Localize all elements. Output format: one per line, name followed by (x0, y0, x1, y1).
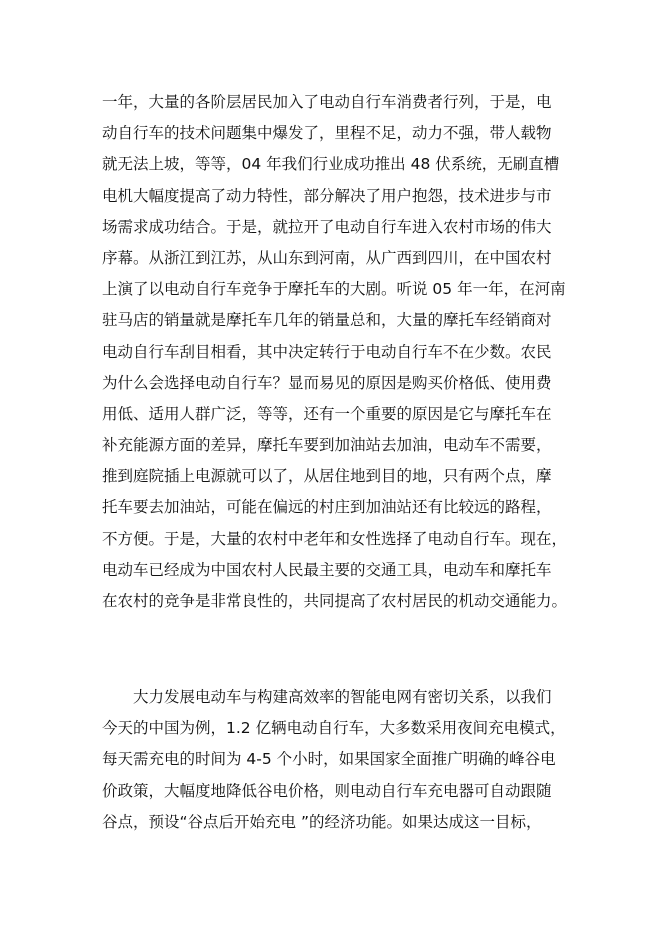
text-line: 序幕。从浙江到江苏，从山东到河南，从广西到四川，在中国农村 (102, 248, 552, 267)
paragraph-1 (102, 87, 568, 617)
text-line: 用低、适用人群广泛，等等，还有一个重要的原因是它与摩托车在 (102, 404, 552, 423)
text-line: 动自行车的技术问题集中爆发了，里程不足，动力不强，带人载物 (102, 124, 552, 143)
text-line: 推到庭院插上电源就可以了，从居住地到目的地，只有两个点，摩 (102, 467, 552, 486)
text-line: 今天的中国为例，1.2 亿辆电动自行车，大多数采用夜间充电模式， (102, 719, 566, 738)
text-line: 不方便。于是，大量的农村中老年和女性选择了电动自行车。现在， (102, 529, 568, 548)
text-line: 电动车已经成为中国农村人民最主要的交通工具，电动车和摩托车 (102, 560, 552, 579)
text-line: 每天需充电的时间为 4-5 个小时，如果国家全面推广明确的峰谷电 (102, 750, 556, 769)
text-line: 电机大幅度提高了动力特性，部分解决了用户抱怨，技术进步与市 (102, 186, 552, 205)
text-line: 就无法上坡，等等，04 年我们行业成功推出 48 伏系统，无刷直槽 (102, 155, 560, 174)
text-line: 价政策，大幅度地降低谷电价格，则电动自行车充电器可自动跟随 (102, 781, 552, 800)
text-line: 上演了以电动自行车竞争于摩托车的大剧。听说 05 年一年，在河南 (102, 280, 566, 299)
text-line: 在农村的竞争是非常良性的，共同提高了农村居民的机动交通能力。 (102, 592, 568, 610)
text-line: 电动自行车刮目相看，其中决定转行于电动自行车不在少数。农民 (102, 342, 552, 361)
text-line: 一年，大量的各阶层居民加入了电动自行车消费者行列，于是，电 (102, 93, 552, 111)
text-line: 补充能源方面的差异，摩托车要到加油站去加油，电动车不需要， (102, 436, 552, 455)
text-line: 托车要去加油站，可能在偏远的村庄到加油站还有比较远的路程， (102, 498, 552, 517)
text-line: 场需求成功结合。于是，就拉开了电动自行车进入农村市场的伟大 (102, 217, 552, 236)
text-line: 为什么会选择电动自行车？显而易见的原因是购买价格低、使用费 (102, 373, 552, 392)
text-line: 驻马店的销量就是摩托车几年的销量总和，大量的摩托车经销商对 (102, 311, 552, 330)
paragraph-2 (102, 682, 566, 838)
text-line: 谷点，预设“谷点后开始充电 ”的经济功能。如果达成这一目标， (102, 812, 542, 831)
text-line: 大力发展电动车与构建高效率的智能电网有密切关系，以我们 (102, 688, 552, 706)
